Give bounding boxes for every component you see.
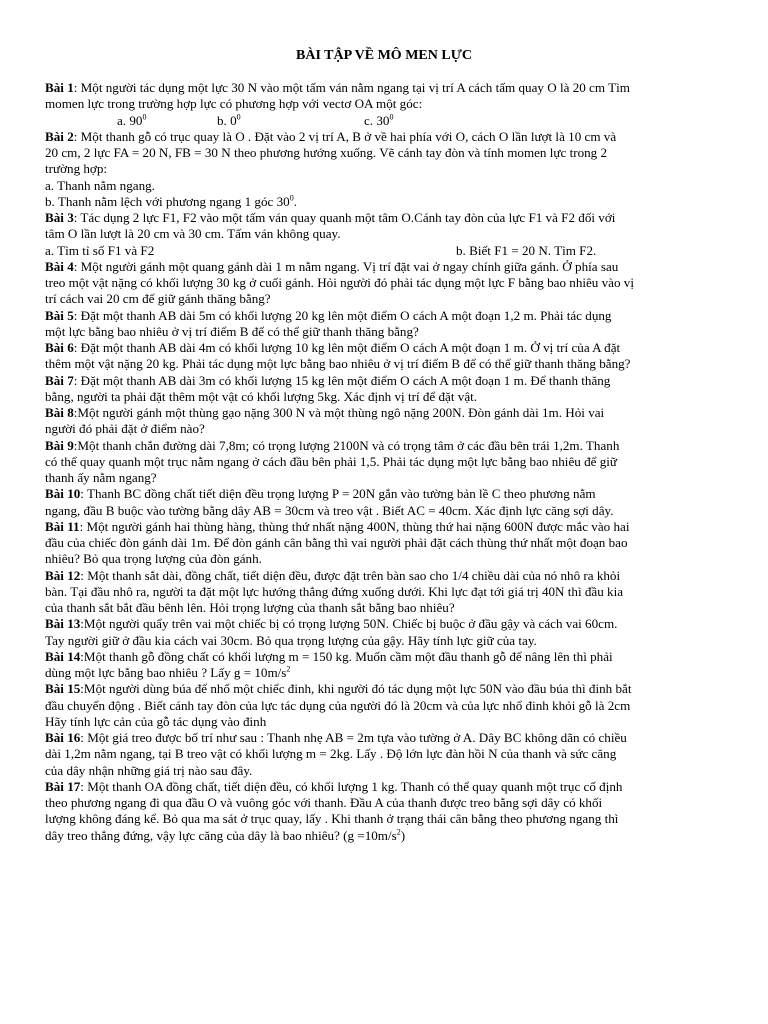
exercise-4-line-1: Bài 4: Một người gánh một quang gánh dài 1 m nằm ngang. Vị trí đặt vai ở ngay chính giữa gánh. Ở phía sau	[45, 258, 619, 274]
exercise-16-label: Bài 16	[45, 730, 81, 745]
exercise-2-case-a: a. Thanh nằm ngang.	[45, 177, 155, 193]
exercise-1-options	[45, 113, 735, 129]
exercise-13-label: Bài 13	[45, 616, 81, 632]
exercise-7-line-2: bằng, người ta phải đặt thêm một vật có khối lượng 5kg. Xác định vị trí để đặt vật.	[45, 388, 478, 404]
exercise-11-line-1: Bài 11: Một người gánh hai thùng hàng, thùng thứ nhất nặng 400N, thùng thứ hai nặng 600N được mắc vào hai	[45, 518, 630, 534]
exercise-10-line-2: ngang, đầu B buộc vào tường bằng dây AB = 30cm và treo vật . Biết AC = 40cm. Xác định lực căng sợi dây.	[45, 502, 614, 518]
exercise-9-line-2: có thể quay quanh một trục nằm ngang ở cách đầu bên phải 1,5. Phải tác dụng một lực bằng bao nhiêu để giữ	[45, 453, 617, 469]
exercise-13-line-2: Tay người giữ ở đầu kia cách vai 30cm. Bỏ qua trọng lượng của gậy. Hãy tính lực giữ của tay.	[45, 632, 537, 648]
exercise-9-line-3: thanh ấy nằm ngang?	[45, 470, 157, 485]
exercise-17-label: Bài 17	[45, 778, 81, 794]
exercise-3-parts	[45, 243, 735, 259]
exercise-12-line-2: bàn. Tại đầu nhô ra, người ta đặt một lực hướng thẳng đứng xuống dưới. Khi lực đạt tới giá trị 40N thì đầu kia	[45, 583, 624, 599]
exercise-2-line-2: 20 cm, 2 lực FA = 20 N, FB = 30 N theo phương hướng xuống. Vẽ cánh tay đòn và tính momen lực trong 2	[45, 145, 608, 160]
exercise-6-line-2: thêm một vật nặng 20 kg. Phải tác dụng một lực bằng bao nhiêu ở vị trí điểm B để có thể giữ thanh thăng bằng?	[45, 356, 631, 372]
exercise-8-label: Bài 8	[45, 405, 74, 420]
exercise-11-line-3: nhiêu? Bỏ qua trọng lượng của đòn gánh.	[45, 551, 262, 567]
exercise-6-line-1: Bài 6: Đặt một thanh AB dài 4m có khối lượng 10 kg lên một điểm O cách A một đoạn 1 m. Ở vị trí của A đặt	[45, 340, 621, 355]
exercise-10-line-1: Bài 10: Thanh BC đồng chất tiết diện đều trọng lượng P = 20N gắn vào tường bản lề C theo phương nằm	[45, 486, 596, 502]
exercise-2-line-1: Bài 2: Một thanh gỗ có trục quay là O . Đặt vào 2 vị trí A, B ở về hai phía với O, cách O lần lượt là 10 cm và	[45, 128, 617, 144]
exercise-6-label: Bài 6	[45, 340, 74, 355]
exercise-3-label: Bài 3	[45, 210, 74, 225]
exercise-14-line-2: dùng một lực bằng bao nhiêu ? Lấy $g = 10m/s^2$	[45, 664, 291, 680]
exercise-16-line-1: Bài 16: Một giá treo được bố trí như sau : Thanh nhẹ AB = 2m tựa vào tường ở A. Dây BC không dãn có chiều	[45, 730, 627, 745]
exercise-list	[45, 80, 735, 844]
option-c: c. $30^0$	[364, 112, 394, 128]
exercise-12-line-1: Bài 12: Một thanh sắt dài, đồng chất, tiết diện đều, được đặt trên bàn sao cho 1/4 chiều dài của nó nhô ra khỏi	[45, 567, 621, 583]
exercise-14-label: Bài 14	[45, 648, 81, 664]
exercise-9-label: Bài 9	[45, 437, 74, 453]
page-title: BÀI TẬP VỀ MÔ MEN LỰC	[296, 48, 472, 63]
exercise-11-line-2: đầu của chiếc đòn gánh dài 1m. Để đòn gánh cân bằng thì vai người phải đặt cách thùng thứ nhất một đoạn bao	[45, 535, 628, 550]
exercise-17-line-2: theo phương ngang đi qua đầu O và vuông góc với thanh. Đầu A của thanh được treo bằng sợi dây có khối	[45, 795, 603, 810]
exercise-1-line-1: Bài 1: Một người tác dụng một lực 30 N vào một tấm ván nằm ngang tại vị trí A cách tấm quay O là 20 cm Tìm	[45, 80, 630, 95]
exercise-4-line-2: treo một vật nặng có khối lượng 30 kg ở cuối gánh. Hỏi người đó phải tác dụng một lực F bằng bao nhiêu vào vị	[45, 275, 634, 290]
exercise-8-line-2: người đó phải đặt ở điểm nào?	[45, 421, 205, 437]
exercise-11-label: Bài 11	[45, 518, 80, 534]
exercise-4-label: Bài 4	[45, 258, 74, 274]
exercise-12-label: Bài 12	[45, 567, 81, 583]
exercise-15-line-3: Hãy tính lực cản của gỗ tác dụng vào đinh	[45, 713, 267, 729]
exercise-2-case-b: b. Thanh nằm lệch với phương ngang 1 góc $30^0$.	[45, 193, 297, 209]
exercise-13-line-1: Bài 13:Một người quẩy trên vai một chiếc bị có trọng lượng 50N. Chiếc bị buộc ở đầu gậy và cách vai 60cm.	[45, 616, 618, 632]
exercise-5-line-2: một lực bằng bao nhiêu ở vị trí điểm B để có thể giữ thanh thăng bằng?	[45, 323, 419, 339]
exercise-2-label: Bài 2	[45, 128, 74, 144]
exercise-10-label: Bài 10	[45, 486, 81, 502]
exercise-15-label: Bài 15	[45, 681, 81, 697]
exercise-3-part-a: a. Tìm tỉ số F1 và F2	[45, 242, 155, 258]
option-a: a. $90^0$	[117, 112, 147, 128]
exercise-17-line-4: dây treo thẳng đứng, vậy lực căng của dây là bao nhiêu? $(g =10m/s^2)$	[45, 827, 406, 843]
exercise-7-label: Bài 7	[45, 372, 74, 388]
exercise-15-line-2: đầu chuyển động . Biết cánh tay đòn của lực tác dụng của người đó là 20cm và của lực nhổ đinh khỏi gỗ là 2cm	[45, 697, 631, 713]
option-b: b. $0^0$	[217, 112, 241, 128]
exercise-2-line-3: trường hợp:	[45, 161, 108, 177]
exercise-5-label: Bài 5	[45, 307, 74, 323]
exercise-16-line-3: của dây nhận những giá trị nào sau đây.	[45, 762, 253, 778]
exercise-1-label: Bài 1	[45, 80, 74, 95]
exercise-15-line-1: Bài 15:Một người dùng búa để nhổ một chiếc đinh, khi người đó tác dụng một lực 50N vào đầu búa thì đinh bắt	[45, 681, 632, 697]
exercise-5-line-1: Bài 5: Đặt một thanh AB dài 5m có khối lượng 20 kg lên một điểm O cách A một đoạn 1,2 m. Phải tác dụng	[45, 307, 612, 323]
exercise-4-line-3: trí cách vai 20 cm để giữ gánh thăng bằng?	[45, 291, 271, 307]
exercise-17-line-3: lượng không đáng kể. Bỏ qua ma sát ở trục quay, lấy . Khi thanh ở trạng thái cân bằng theo phương ngang thì	[45, 811, 619, 827]
exercise-1-line-2: momen lực trong trường hợp lực có phương hợp với vectơ OA một góc:	[45, 96, 423, 112]
exercise-3-part-b: b. Biết F1 = 20 N. Tìm F2.	[456, 242, 597, 258]
exercise-16-line-2: dài 1,2m nằm ngang, tại B treo vật có khối lượng m = 2kg. Lấy . Độ lớn lực đàn hồi N của thanh và sức căng	[45, 746, 617, 762]
exercise-14-line-1: Bài 14:Một thanh gỗ đồng chất có khối lượng m = 150 kg. Muốn cầm một đầu thanh gỗ để nâng lên thì phải	[45, 648, 613, 664]
exercise-3-line-1: Bài 3: Tác dụng 2 lực F1, F2 vào một tấm ván quay quanh một tâm O.Cánh tay đòn của lực F1 và F2 đối với	[45, 210, 616, 225]
exercise-8-line-1: Bài 8:Một người gánh một thùng gạo nặng 300 N và một thùng ngô nặng 200N. Đòn gánh dài 1m. Hỏi vai	[45, 405, 605, 420]
exercise-17-line-1: Bài 17: Một thanh OA đồng chất, tiết diện đều, có khối lượng 1 kg. Thanh có thể quay quanh một trục cố định	[45, 778, 623, 794]
exercise-3-line-2: tâm O lần lượt là 20 cm và 30 cm. Tấm ván không quay.	[45, 226, 341, 242]
exercise-7-line-1: Bài 7: Đặt một thanh AB dài 3m có khối lượng 15 kg lên một điểm O cách A một đoạn 1 m. Để thanh thăng	[45, 372, 611, 388]
exercise-12-line-3: của thanh sắt bắt đầu bênh lên. Hỏi trọng lượng của thanh sắt bằng bao nhiêu?	[45, 600, 455, 615]
exercise-9-line-1: Bài 9:Một thanh chắn đường dài 7,8m; có trọng lượng 2100N và có trọng tâm ở các đầu bên trái 1,2m. Thanh	[45, 437, 620, 453]
